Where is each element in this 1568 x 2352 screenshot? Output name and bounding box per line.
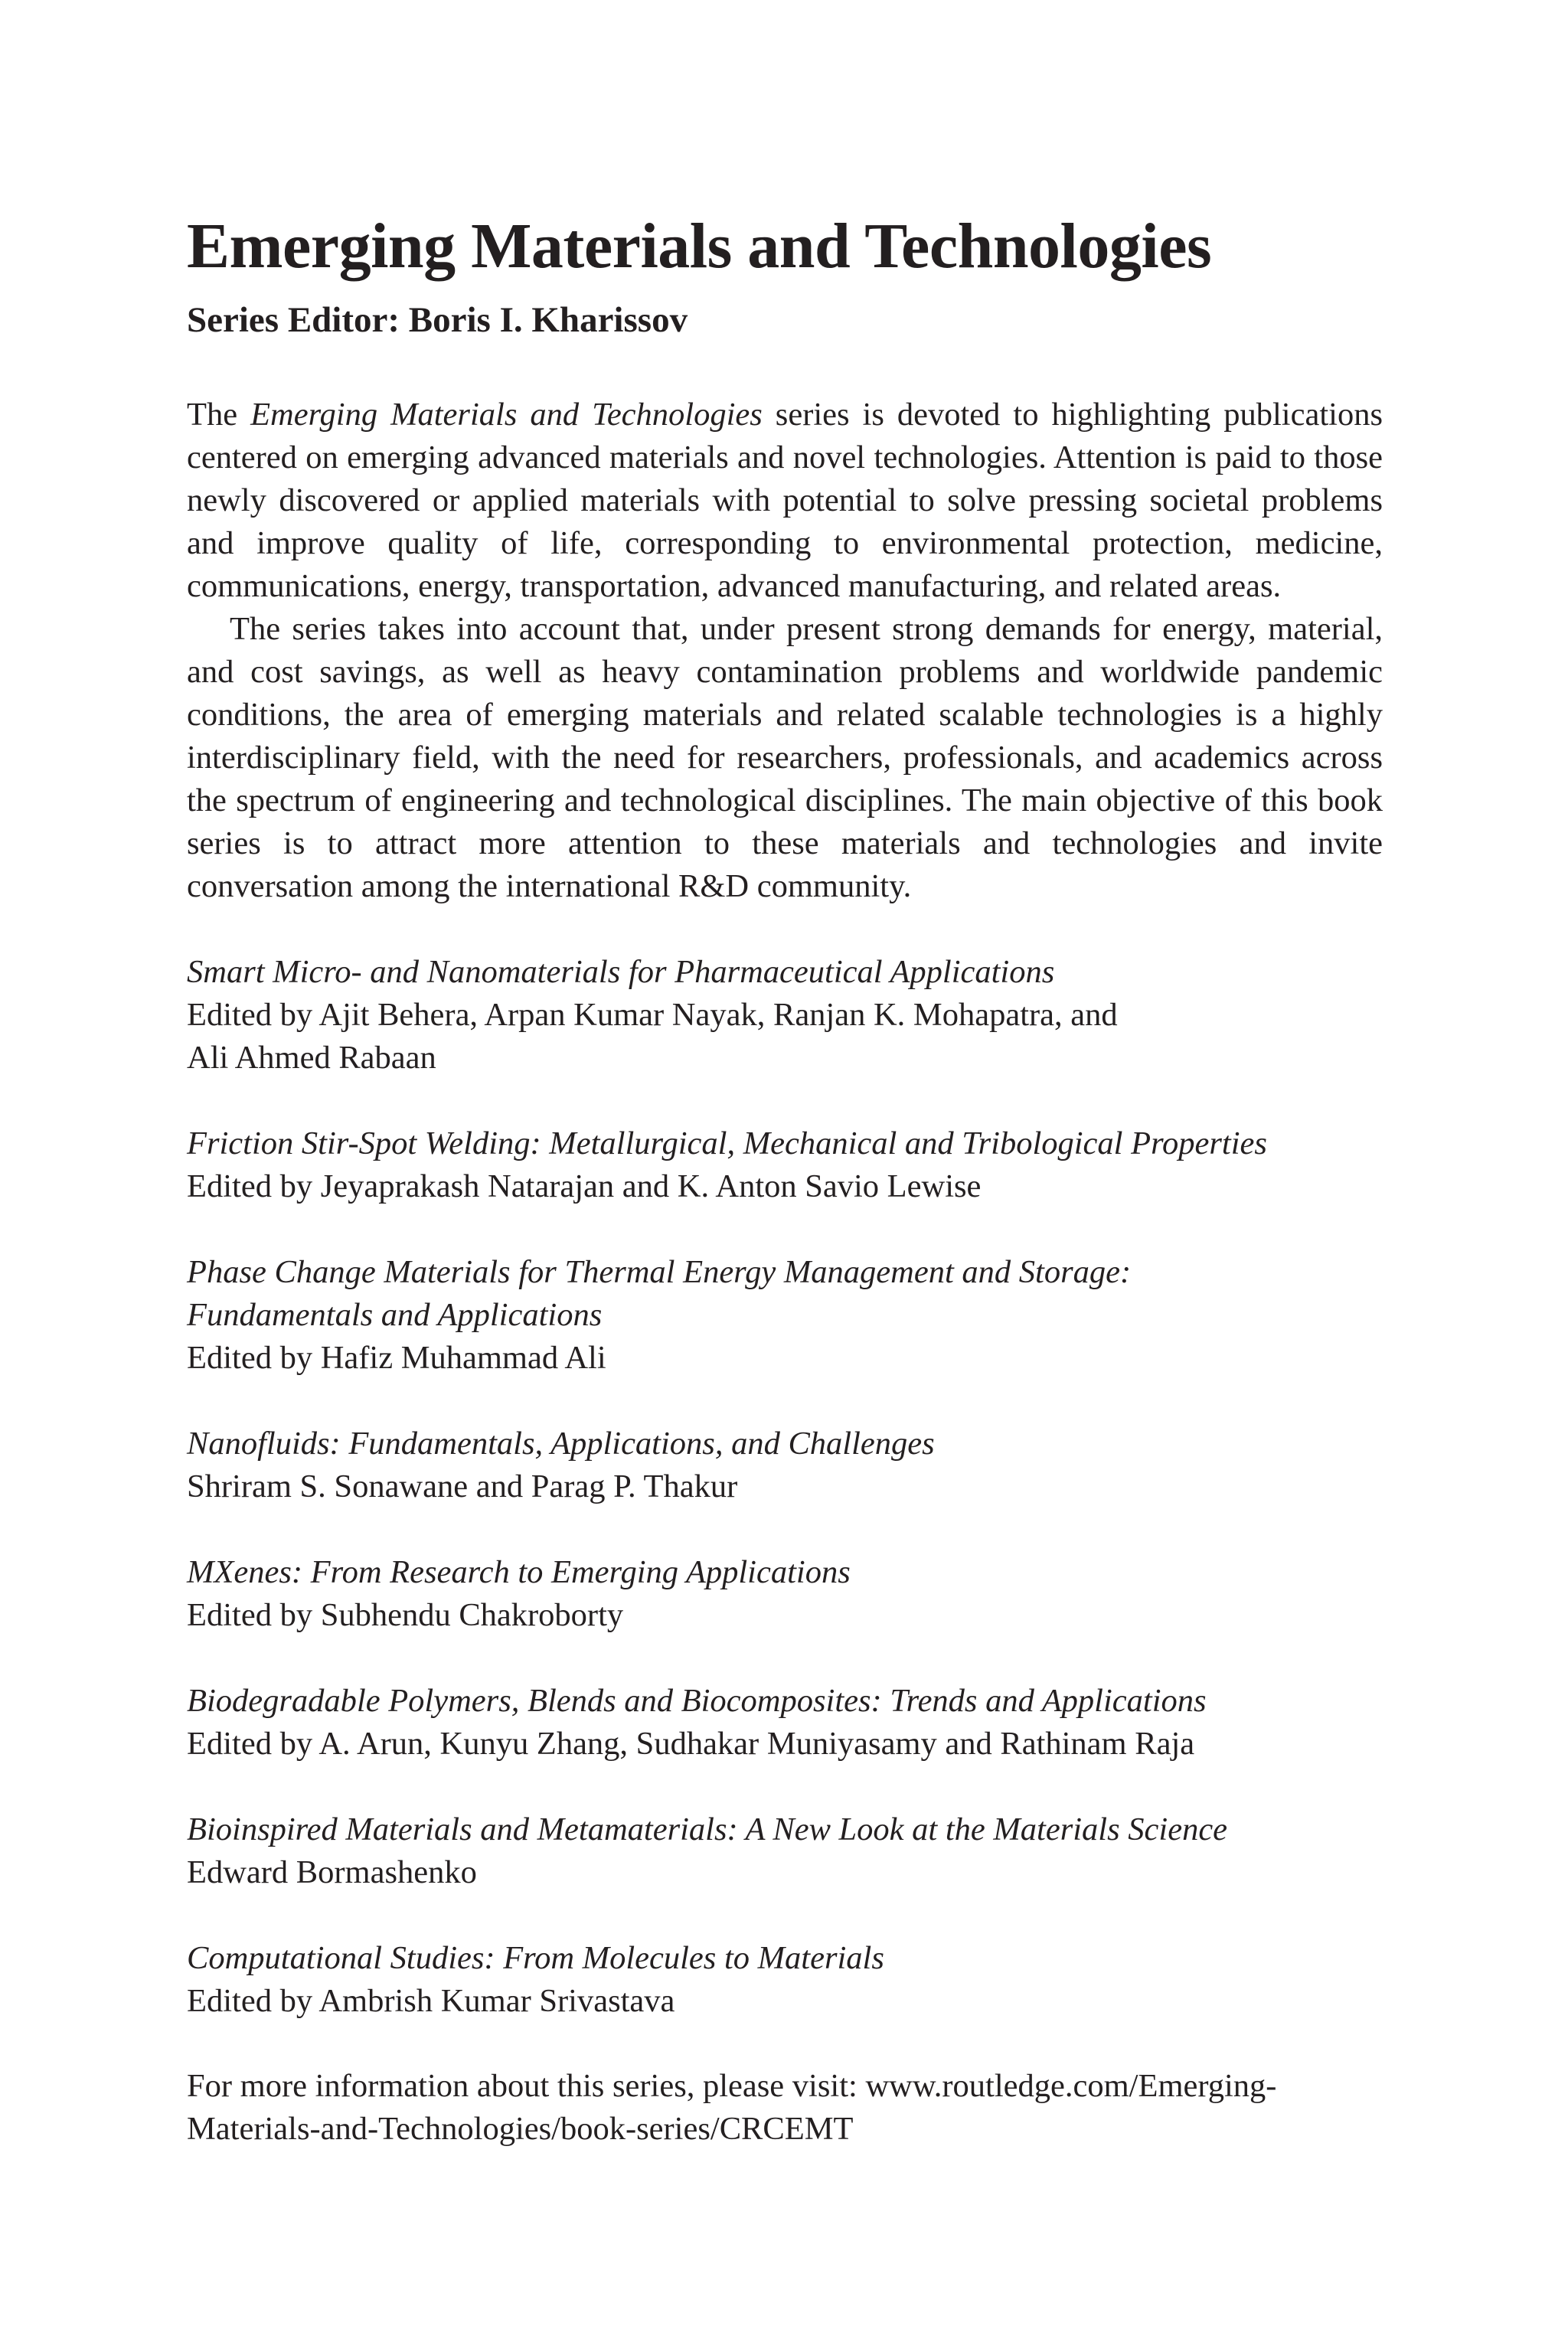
book-entry: [187, 951, 1383, 1080]
description-paragraph-2: The series takes into account that, under present strong demands for energy, material, and cost savings, as well as heavy contamination problems and worldwide pandemic conditions, the area of emerging materials and related scalable technologies is a highly interdisciplinary field, with the need for researchers, professionals, and academics across the spectrum of engineering and technological disciplines. The main objective of this book series is to attract more attention to these materials and technologies and invite conversation among the international R&D community.: [187, 611, 1383, 904]
book-entry: [187, 1680, 1383, 1766]
more-info: [187, 2065, 1383, 2151]
description-paragraph-1: [187, 394, 1383, 608]
book-title: Bioinspired Materials and Metamaterials: A New Look at the Materials Science: [187, 1811, 1228, 1847]
book-title: MXenes: From Research to Emerging Applications: [187, 1554, 851, 1590]
book-editors: Edited by Hafiz Muhammad Ali: [187, 1340, 606, 1376]
book-editors: Edited by Ajit Behera, Arpan Kumar Nayak, Ranjan K. Mohapatra, and: [187, 997, 1118, 1033]
book-title: Fundamentals and Applications: [187, 1297, 603, 1333]
book-editors: Edited by Jeyaprakash Natarajan and K. Anton Savio Lewise: [187, 1168, 982, 1204]
book-editors: Shriram S. Sonawane and Parag P. Thakur: [187, 1468, 738, 1504]
book-title: Biodegradable Polymers, Blends and Biocomposites: Trends and Applications: [187, 1683, 1207, 1719]
book-entry: [187, 1551, 1383, 1637]
book-title: Computational Studies: From Molecules to Materials: [187, 1940, 884, 1976]
book-editors: Edited by Subhendu Chakroborty: [187, 1597, 624, 1633]
book-list: [187, 951, 1383, 2023]
book-entry: [187, 1251, 1383, 1380]
description-rest: series is devoted to highlighting publications centered on emerging advanced materials and novel technologies. Attention is paid to those newly discovered or applied materials with potential to solve pressing societal problems and improve quality of life, corresponding to environmental protection, medicine, communications, energy, transportation, advanced manufacturing, and related areas.: [187, 397, 1383, 604]
book-entry: [187, 1808, 1383, 1894]
book-entry: [187, 1423, 1383, 1508]
book-title: Friction Stir-Spot Welding: Metallurgical, Mechanical and Tribological Properties: [187, 1125, 1267, 1161]
description-series-name: Emerging Materials and Technologies: [250, 397, 763, 433]
more-info-line: For more information about this series, please visit: www.routledge.com/Emerging-: [187, 2068, 1277, 2104]
book-entry: [187, 1122, 1383, 1208]
book-title: Nanofluids: Fundamentals, Applications, and Challenges: [187, 1426, 935, 1462]
description-lead: The: [187, 397, 251, 433]
series-editor: Series Editor: Boris I. Kharissov: [187, 300, 688, 340]
book-editors: Edward Bormashenko: [187, 1854, 477, 1890]
book-title: Smart Micro- and Nanomaterials for Pharmaceutical Applications: [187, 954, 1055, 990]
series-page: [187, 207, 1383, 2151]
more-info-line: Materials-and-Technologies/book-series/CRCEMT: [187, 2111, 854, 2147]
book-editors: Edited by A. Arun, Kunyu Zhang, Sudhakar Muniyasamy and Rathinam Raja: [187, 1726, 1195, 1762]
series-title: Emerging Materials and Technologies: [187, 211, 1212, 282]
series-description: [187, 394, 1383, 908]
book-editors: Edited by Ambrish Kumar Srivastava: [187, 1983, 675, 2019]
book-title: Phase Change Materials for Thermal Energy Management and Storage:: [187, 1254, 1132, 1290]
book-editors: Ali Ahmed Rabaan: [187, 1040, 436, 1076]
book-entry: [187, 1937, 1383, 2023]
